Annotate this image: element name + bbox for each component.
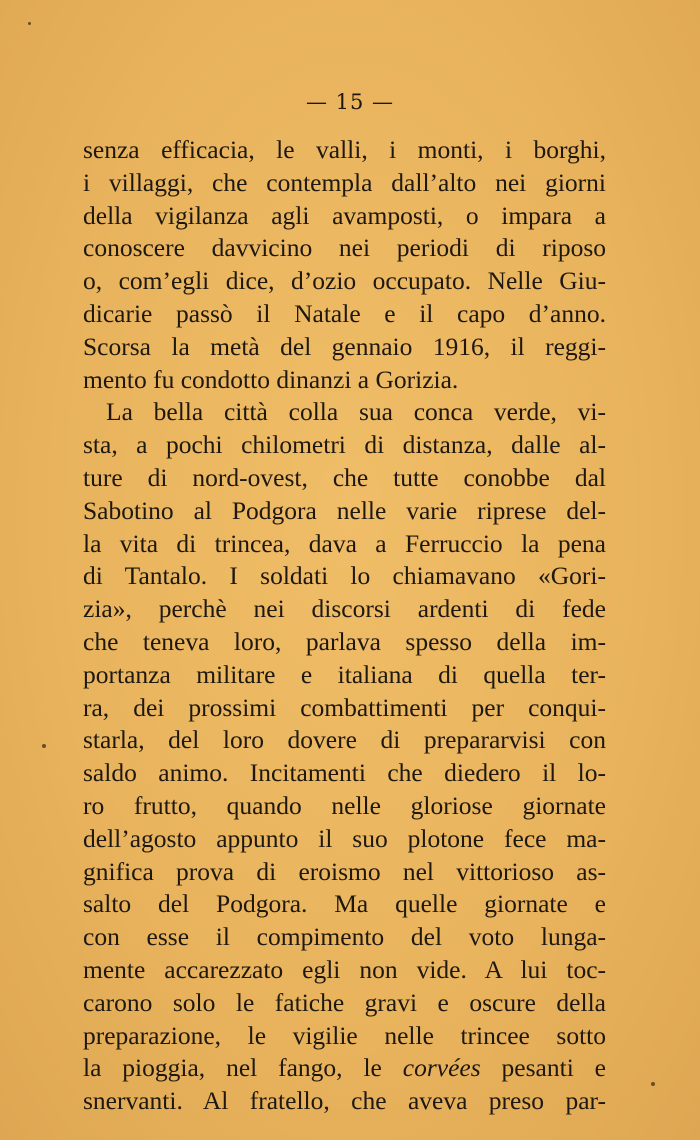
text-line: gnifica prova di eroismo nel vittorioso as- (83, 856, 606, 886)
page-number: — 15 — (305, 90, 395, 114)
text-line: ro frutto, quando nelle gloriose giornate (83, 790, 606, 820)
text-line: con esse il compimento del voto lunga- (83, 922, 606, 952)
text-line: starla, del loro dovere di prepararvisi con (83, 725, 606, 755)
text-line: carono solo le fatiche gravi e oscure della (83, 987, 606, 1017)
text-line: saldo animo. Incitamenti che diedero il lo- (83, 758, 606, 788)
text-line: di Tantalo. I soldati lo chiamavano «Gori- (83, 561, 606, 591)
text-line-with-italic (83, 1052, 606, 1085)
line-start: la pioggia, nel fango, le (83, 1053, 382, 1083)
text-line: zia», perchè nei discorsi ardenti di fede (83, 594, 606, 624)
text-line: che teneva loro, parlava spesso della im- (83, 626, 606, 656)
text-line: mente accarezzato egli non vide. A lui toc- (83, 954, 606, 984)
text-line: i villaggi, che contempla dall’alto nei giorni (83, 167, 606, 197)
text-line: la vita di trincea, dava a Ferruccio la pena (83, 528, 606, 558)
paper-speck (651, 1082, 655, 1086)
paper-speck (42, 744, 46, 748)
text-line: portanza militare e italiana di quella ter- (83, 659, 606, 689)
paragraph-1 (83, 134, 606, 396)
text-line: o, com’egli dice, d’ozio occupato. Nelle Giu- (83, 266, 606, 296)
text-line: salto del Podgora. Ma quelle giornate e (83, 889, 606, 919)
text-line: senza efficacia, le valli, i monti, i borghi, (83, 135, 606, 164)
line-end: pesanti e (501, 1053, 606, 1083)
text-line: preparazione, le vigilie nelle trincee sotto (83, 1020, 606, 1050)
text-line: conoscere davvicino nei periodi di riposo (83, 233, 606, 263)
text-line: Scorsa la metà del gennaio 1916, il reggi- (83, 331, 606, 361)
italic-word: corvées (402, 1053, 481, 1083)
text-line: sta, a pochi chilometri di distanza, dalle al- (83, 430, 606, 460)
text-line: Sabotino al Podgora nelle varie riprese del- (83, 495, 606, 525)
paper-speck (28, 22, 31, 25)
text-line: snervanti. Al fratello, che aveva preso par- (83, 1086, 606, 1116)
text-line: La bella città colla sua conca verde, vi- (106, 397, 606, 427)
paragraph-2 (83, 396, 606, 1118)
text-line: mento fu condotto dinanzi a Gorizia. (83, 364, 459, 394)
text-line: ture di nord-ovest, che tutte conobbe dal (83, 462, 606, 492)
text-line: dicarie passò il Natale e il capo d’anno. (83, 298, 606, 328)
text-line: dell’agosto appunto il suo plotone fece ma- (83, 823, 606, 853)
text-line: ra, dei prossimi combattimenti per conqui- (83, 692, 606, 722)
text-line: della vigilanza agli avamposti, o impara a (83, 200, 606, 230)
body-text (83, 134, 606, 1118)
